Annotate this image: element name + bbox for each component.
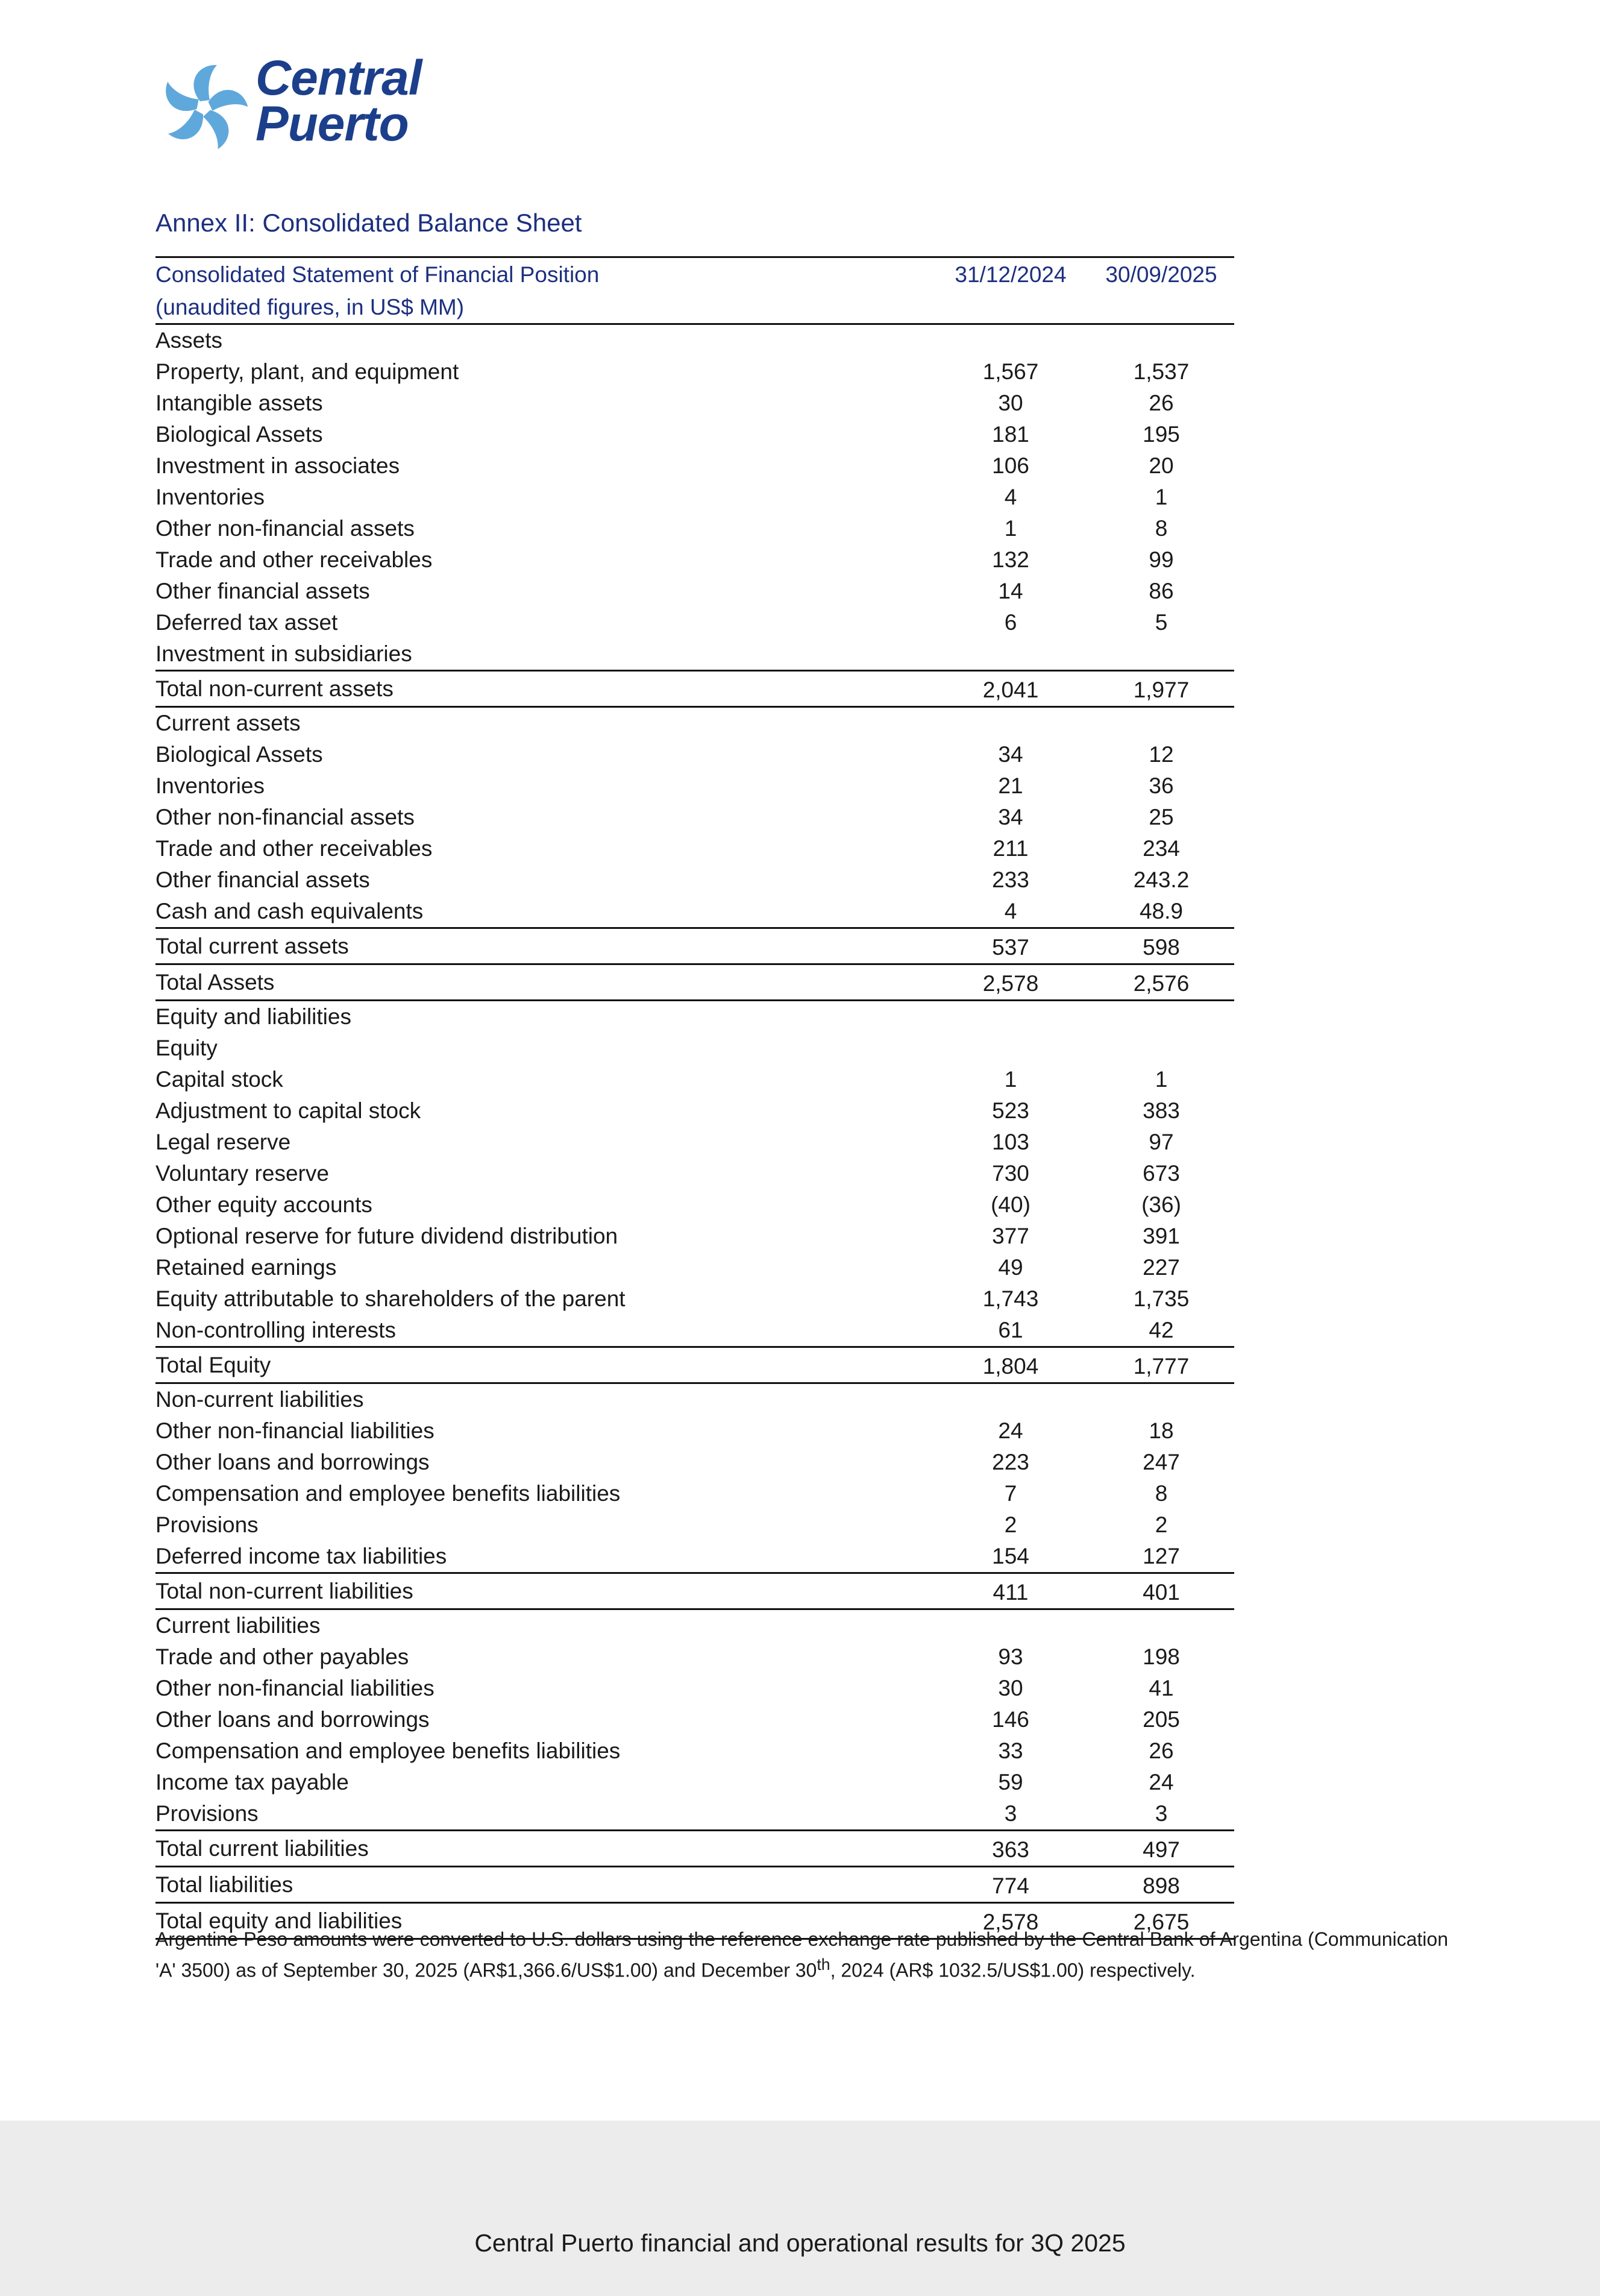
table-row bbox=[155, 576, 1234, 607]
value-2025 bbox=[1088, 1383, 1234, 1416]
value-2024: 21 bbox=[998, 773, 1023, 798]
row-label: Current assets bbox=[155, 711, 301, 735]
value-2025: 86 bbox=[1149, 579, 1174, 603]
value-2024: 774 bbox=[933, 1867, 1088, 1903]
note-text-2: , 2024 (AR$ 1032.5/US$1.00) respectively. bbox=[830, 1959, 1196, 1981]
row-label: Compensation and employee benefits liabilities bbox=[155, 1481, 621, 1506]
value-2024: (40) bbox=[991, 1192, 1031, 1217]
row-label: Trade and other receivables bbox=[155, 836, 433, 861]
note-superscript: th bbox=[817, 1955, 830, 1974]
value-2024: 146 bbox=[992, 1707, 1029, 1732]
row-label: Optional reserve for future dividend distribution bbox=[155, 1224, 618, 1248]
value-2025: 25 bbox=[1149, 805, 1174, 829]
value-2024: 30 bbox=[998, 1676, 1023, 1700]
row-label: Intangible assets bbox=[155, 391, 323, 415]
header-col-2025: 30/09/2025 bbox=[1088, 257, 1234, 292]
value-2024: 103 bbox=[992, 1130, 1029, 1154]
table-row bbox=[155, 356, 1234, 388]
row-label: Provisions bbox=[155, 1512, 259, 1537]
value-2025: 391 bbox=[1143, 1224, 1180, 1248]
value-2025: 1,777 bbox=[1088, 1347, 1234, 1383]
table-row bbox=[155, 1509, 1234, 1541]
value-2024: 523 bbox=[992, 1098, 1029, 1123]
table-row bbox=[155, 419, 1234, 450]
value-2025: 1,537 bbox=[1133, 359, 1190, 384]
value-2025: 127 bbox=[1143, 1544, 1180, 1568]
table-row bbox=[155, 388, 1234, 419]
value-2025: 3 bbox=[1155, 1801, 1168, 1826]
row-label: Retained earnings bbox=[155, 1255, 337, 1280]
table-header-row bbox=[155, 257, 1234, 292]
value-2025: 1,977 bbox=[1088, 671, 1234, 707]
section-row bbox=[155, 707, 1234, 740]
value-2025: 1 bbox=[1155, 485, 1168, 509]
row-label: Capital stock bbox=[155, 1067, 283, 1092]
value-2025: 2,576 bbox=[1088, 964, 1234, 1001]
row-label: Legal reserve bbox=[155, 1130, 291, 1154]
row-label: Income tax payable bbox=[155, 1770, 349, 1794]
row-label: Total current liabilities bbox=[155, 1831, 933, 1867]
row-label: Other financial assets bbox=[155, 867, 370, 892]
value-2024: 537 bbox=[933, 928, 1088, 964]
value-2024: 1 bbox=[1004, 1067, 1017, 1092]
row-label: Other financial assets bbox=[155, 579, 370, 603]
row-label: Deferred tax asset bbox=[155, 610, 338, 635]
value-2024: 3 bbox=[1004, 1801, 1017, 1826]
exchange-rate-note bbox=[155, 1926, 1448, 1983]
section-row bbox=[155, 1033, 1234, 1064]
row-label: Inventories bbox=[155, 773, 265, 798]
row-label: Equity bbox=[155, 1036, 218, 1060]
total-row bbox=[155, 1867, 1234, 1903]
header-col-2024: 31/12/2024 bbox=[933, 257, 1088, 292]
value-2025: 673 bbox=[1143, 1161, 1180, 1186]
value-2025: 227 bbox=[1143, 1255, 1180, 1280]
total-row bbox=[155, 1347, 1234, 1383]
value-2025: 41 bbox=[1149, 1676, 1174, 1700]
row-label: Deferred income tax liabilities bbox=[155, 1544, 447, 1568]
table-row bbox=[155, 1735, 1234, 1767]
row-label: Current liabilities bbox=[155, 1613, 321, 1638]
row-label: Inventories bbox=[155, 485, 265, 509]
value-2024: 24 bbox=[998, 1418, 1023, 1443]
table-row bbox=[155, 1478, 1234, 1509]
row-label: Compensation and employee benefits liabilities bbox=[155, 1738, 621, 1763]
value-2024: 4 bbox=[1004, 485, 1017, 509]
value-2025: 247 bbox=[1143, 1450, 1180, 1474]
table-row bbox=[155, 1283, 1234, 1315]
row-label: Other non-financial liabilities bbox=[155, 1676, 435, 1700]
row-label: Biological Assets bbox=[155, 742, 323, 767]
row-label: Total non-current assets bbox=[155, 671, 933, 707]
row-label: Other non-financial liabilities bbox=[155, 1418, 435, 1443]
value-2024 bbox=[933, 1383, 1088, 1416]
table-row bbox=[155, 1704, 1234, 1735]
row-label: Other equity accounts bbox=[155, 1192, 372, 1217]
value-2024: 4 bbox=[1004, 899, 1017, 923]
value-2025: 97 bbox=[1149, 1130, 1174, 1154]
row-label: Total equity and liabilities bbox=[155, 1903, 933, 1939]
turbine-icon bbox=[155, 59, 252, 156]
header-label: Consolidated Statement of Financial Position bbox=[155, 257, 933, 292]
value-2025: 18 bbox=[1149, 1418, 1174, 1443]
value-2024 bbox=[933, 324, 1088, 357]
section-row bbox=[155, 324, 1234, 357]
value-2025: 195 bbox=[1143, 422, 1180, 447]
value-2024: 93 bbox=[998, 1644, 1023, 1669]
table-row bbox=[155, 607, 1234, 638]
value-2024: 363 bbox=[933, 1831, 1088, 1867]
value-2024: 730 bbox=[992, 1161, 1029, 1186]
value-2024: 34 bbox=[998, 805, 1023, 829]
table-row bbox=[155, 833, 1234, 864]
logo-line-1: Central bbox=[256, 51, 422, 105]
total-row bbox=[155, 1831, 1234, 1867]
value-2025: 401 bbox=[1088, 1573, 1234, 1609]
value-2025: 2 bbox=[1155, 1512, 1168, 1537]
row-label: Property, plant, and equipment bbox=[155, 359, 459, 384]
total-row bbox=[155, 928, 1234, 964]
table-row bbox=[155, 450, 1234, 482]
note-text-1: Argentine Peso amounts were converted to U.S. dollars using the reference exchange rate published by the Central Bank of Argentina (Communication 'A' 3500) as of September 30, 2025 (AR$1,366.6/US$1.00) and December 30 bbox=[155, 1928, 1448, 1981]
value-2024: 33 bbox=[998, 1738, 1023, 1763]
table-row bbox=[155, 1541, 1234, 1573]
row-label: Other loans and borrowings bbox=[155, 1450, 430, 1474]
logo-wordmark bbox=[256, 51, 422, 151]
annex-title: Annex II: Consolidated Balance Sheet bbox=[155, 209, 582, 237]
table-row bbox=[155, 1798, 1234, 1831]
row-label: Non-controlling interests bbox=[155, 1318, 396, 1342]
value-2025 bbox=[1088, 324, 1234, 357]
value-2025: 1 bbox=[1155, 1067, 1168, 1092]
value-2025: 36 bbox=[1149, 773, 1174, 798]
value-2024: 14 bbox=[998, 579, 1023, 603]
value-2025 bbox=[1088, 1033, 1234, 1064]
table-row bbox=[155, 1415, 1234, 1447]
value-2024: 30 bbox=[998, 391, 1023, 415]
table-row bbox=[155, 1127, 1234, 1158]
row-label: Non-current liabilities bbox=[155, 1387, 364, 1412]
section-row bbox=[155, 1001, 1234, 1033]
table-row bbox=[155, 544, 1234, 576]
row-label: Investment in associates bbox=[155, 453, 400, 478]
table-row bbox=[155, 770, 1234, 802]
row-label: Voluntary reserve bbox=[155, 1161, 329, 1186]
value-2024: 181 bbox=[992, 422, 1029, 447]
value-2024: 6 bbox=[1004, 610, 1017, 635]
table-row bbox=[155, 739, 1234, 770]
value-2024: 1,804 bbox=[933, 1347, 1088, 1383]
value-2025: 198 bbox=[1143, 1644, 1180, 1669]
row-label: Total liabilities bbox=[155, 1867, 933, 1903]
table-row bbox=[155, 513, 1234, 544]
value-2024: 154 bbox=[992, 1544, 1029, 1568]
row-label: Biological Assets bbox=[155, 422, 323, 447]
value-2025: 42 bbox=[1149, 1318, 1174, 1342]
value-2024: 1,567 bbox=[982, 359, 1039, 384]
value-2025: 12 bbox=[1149, 742, 1174, 767]
row-label: Total Equity bbox=[155, 1347, 933, 1383]
value-2024: 2,578 bbox=[933, 964, 1088, 1001]
value-2025: 8 bbox=[1155, 1481, 1168, 1506]
table-row bbox=[155, 864, 1234, 896]
value-2025: 205 bbox=[1143, 1707, 1180, 1732]
table-row bbox=[155, 802, 1234, 833]
value-2024: 1,743 bbox=[982, 1286, 1039, 1311]
page-footer bbox=[0, 2121, 1600, 2296]
balance-sheet-table bbox=[155, 256, 1234, 1940]
value-2025: 26 bbox=[1149, 1738, 1174, 1763]
value-2025 bbox=[1088, 707, 1234, 740]
value-2024 bbox=[933, 638, 1088, 671]
row-label: Other non-financial assets bbox=[155, 516, 415, 541]
value-2025: 2,675 bbox=[1088, 1903, 1234, 1939]
value-2024: 2 bbox=[1004, 1512, 1017, 1537]
value-2024 bbox=[933, 1001, 1088, 1033]
table-row bbox=[155, 1447, 1234, 1478]
value-2024: 59 bbox=[998, 1770, 1023, 1794]
row-label: Trade and other receivables bbox=[155, 547, 433, 572]
value-2024: 377 bbox=[992, 1224, 1029, 1248]
value-2025 bbox=[1088, 1609, 1234, 1642]
value-2024: 132 bbox=[992, 547, 1029, 572]
total-row bbox=[155, 671, 1234, 707]
logo-line-2: Puerto bbox=[256, 96, 409, 151]
row-label: Trade and other payables bbox=[155, 1644, 409, 1669]
value-2024: 211 bbox=[993, 836, 1029, 861]
row-label: Total Assets bbox=[155, 964, 933, 1001]
table-row bbox=[155, 1673, 1234, 1704]
value-2024 bbox=[933, 707, 1088, 740]
value-2025 bbox=[1088, 638, 1234, 671]
value-2024: 223 bbox=[992, 1450, 1029, 1474]
table-row bbox=[155, 482, 1234, 513]
value-2025: 5 bbox=[1155, 610, 1168, 635]
row-label: Cash and cash equivalents bbox=[155, 899, 424, 923]
table-row bbox=[155, 1095, 1234, 1127]
value-2025: 24 bbox=[1149, 1770, 1174, 1794]
value-2025: 598 bbox=[1088, 928, 1234, 964]
table-row bbox=[155, 1641, 1234, 1673]
table-subheader-row bbox=[155, 292, 1234, 324]
table-row bbox=[155, 1158, 1234, 1189]
row-label: Total current assets bbox=[155, 928, 933, 964]
value-2025: 48.9 bbox=[1139, 899, 1183, 923]
row-label: Equity and liabilities bbox=[155, 1004, 351, 1029]
value-2024: 34 bbox=[998, 742, 1023, 767]
header-sublabel: (unaudited figures, in US$ MM) bbox=[155, 292, 933, 324]
table-row bbox=[155, 1221, 1234, 1252]
value-2024: 49 bbox=[998, 1255, 1023, 1280]
value-2025: 1,735 bbox=[1133, 1286, 1190, 1311]
value-2024: 2,041 bbox=[933, 671, 1088, 707]
section-row bbox=[155, 1609, 1234, 1642]
row-label: Total non-current liabilities bbox=[155, 1573, 933, 1609]
value-2024 bbox=[933, 1609, 1088, 1642]
row-label: Equity attributable to shareholders of the parent bbox=[155, 1286, 626, 1311]
value-2024: 7 bbox=[1004, 1481, 1017, 1506]
row-label: Assets bbox=[155, 328, 223, 353]
row-label: Other non-financial assets bbox=[155, 805, 415, 829]
value-2025: 898 bbox=[1088, 1867, 1234, 1903]
row-label: Adjustment to capital stock bbox=[155, 1098, 421, 1123]
row-label: Provisions bbox=[155, 1801, 259, 1826]
value-2024: 106 bbox=[992, 453, 1029, 478]
value-2025: 497 bbox=[1088, 1831, 1234, 1867]
value-2025: 8 bbox=[1155, 516, 1168, 541]
value-2025: (36) bbox=[1141, 1192, 1181, 1217]
table-row bbox=[155, 1315, 1234, 1347]
value-2025: 20 bbox=[1149, 453, 1174, 478]
table-row bbox=[155, 1767, 1234, 1798]
table-row bbox=[155, 638, 1234, 671]
company-logo bbox=[155, 51, 439, 164]
value-2024: 2,578 bbox=[933, 1903, 1088, 1939]
value-2024: 411 bbox=[933, 1573, 1088, 1609]
table-row bbox=[155, 1064, 1234, 1095]
table-row bbox=[155, 896, 1234, 928]
value-2025: 383 bbox=[1143, 1098, 1180, 1123]
value-2025: 234 bbox=[1143, 836, 1180, 861]
value-2024: 1 bbox=[1004, 516, 1017, 541]
value-2024: 61 bbox=[998, 1318, 1023, 1342]
value-2025: 26 bbox=[1149, 391, 1174, 415]
total-row bbox=[155, 964, 1234, 1001]
row-label: Other loans and borrowings bbox=[155, 1707, 430, 1732]
value-2025: 243.2 bbox=[1133, 867, 1190, 892]
value-2025: 99 bbox=[1149, 547, 1174, 572]
row-label: Investment in subsidiaries bbox=[155, 641, 412, 666]
value-2024 bbox=[933, 1033, 1088, 1064]
table-row bbox=[155, 1189, 1234, 1221]
footer-text: Central Puerto financial and operational results for 3Q 2025 bbox=[474, 2229, 1126, 2257]
value-2025 bbox=[1088, 1001, 1234, 1033]
section-row bbox=[155, 1383, 1234, 1416]
total-row bbox=[155, 1573, 1234, 1609]
table-row bbox=[155, 1252, 1234, 1283]
value-2024: 233 bbox=[992, 867, 1029, 892]
